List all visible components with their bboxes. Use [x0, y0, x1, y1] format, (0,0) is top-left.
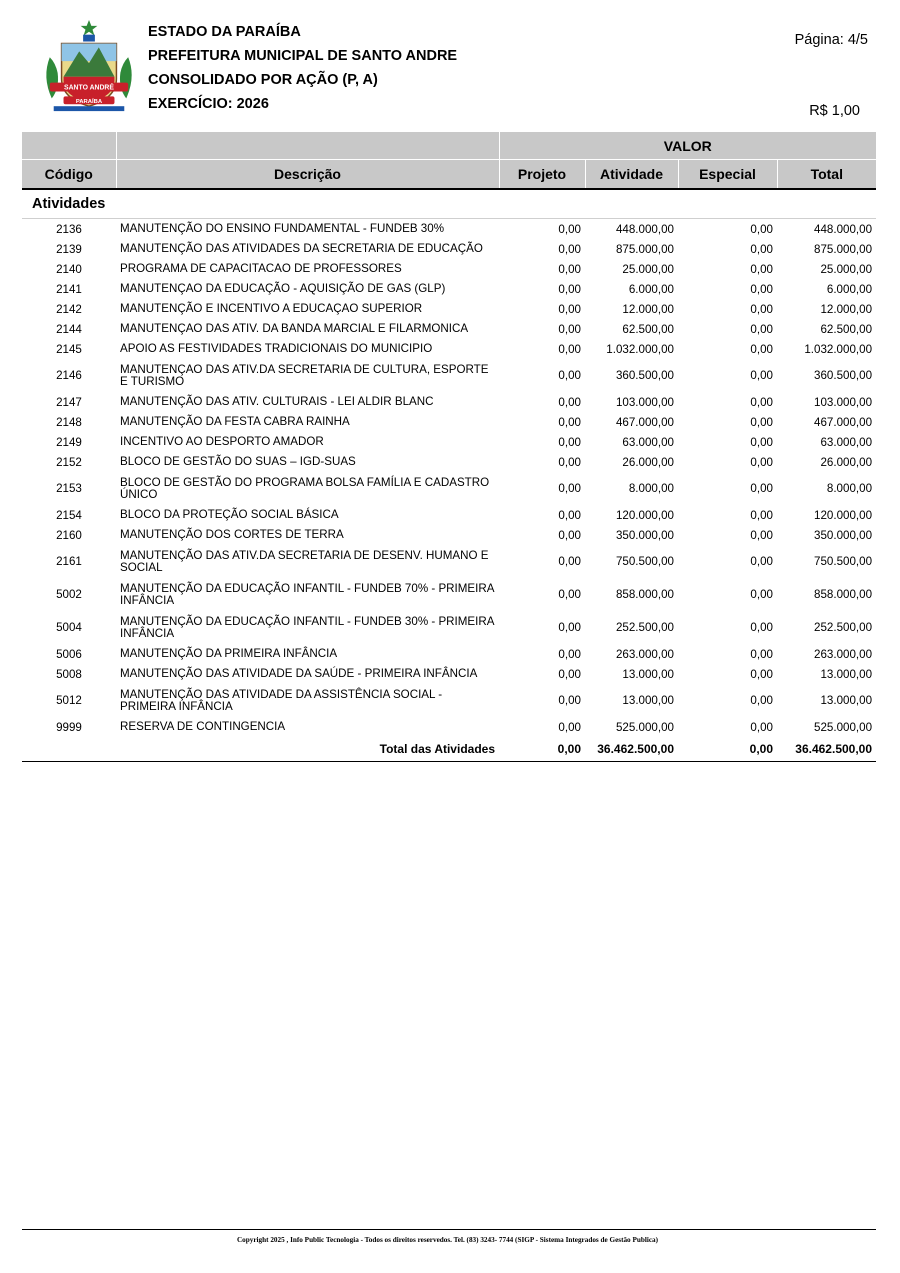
cell-description: MANUTENÇÃO DO ENSINO FUNDAMENTAL - FUNDEB 30% — [120, 222, 445, 235]
report-title: CONSOLIDADO POR AÇÃO (P, A) — [148, 72, 378, 88]
cell-activity: 6.000,00 — [628, 282, 674, 296]
cell-activity: 12.000,00 — [622, 302, 674, 316]
cell-description: MANUTENÇÃO DAS ATIV.DA SECRETARIA DE DESENV. HUMANO E SOCIAL — [120, 548, 489, 574]
cell-code: 2160 — [56, 528, 82, 542]
cell-total: 8.000,00 — [826, 482, 873, 495]
cell-total: 350.000,00 — [814, 528, 873, 542]
cell-description: BLOCO DE GESTÃO DO PROGRAMA BOLSA FAMÍLIA E CADASTRO ÚNICO — [120, 475, 490, 501]
cell-description: PROGRAMA DE CAPACITACAO DE PROFESSORES — [120, 262, 402, 275]
cell-project: 0,00 — [558, 555, 581, 568]
cell-description: MANUTENÇÃO DAS ATIVIDADE DA SAÚDE - PRIMEIRA INFÂNCIA — [120, 667, 478, 680]
cell-description: MANUTENÇÃO DAS ATIVIDADE DA ASSISTÊNCIA SOCIAL - PRIMEIRA INFÂNCIA — [120, 687, 443, 713]
cell-activity: 8.000,00 — [628, 482, 674, 495]
cell-code: 9999 — [56, 720, 82, 734]
cell-activity: 63.000,00 — [622, 435, 674, 449]
copyright-footer: Copyright 2025 , Info Public Tecnologia - Todos os direitos reservedos. Tel. (83) 3243- 7744 (SIGP - Sistema Integrados de Gestão Publica) — [236, 1236, 659, 1244]
star-icon — [81, 20, 98, 35]
cell-activity: 252.500,00 — [615, 621, 674, 634]
cell-description: MANUTENÇÃO DA PRIMEIRA INFÂNCIA — [120, 647, 338, 660]
cell-activity: 62.500,00 — [622, 322, 674, 336]
exercise-year: EXERCÍCIO: 2026 — [148, 96, 269, 112]
col-header-code: Código — [22, 160, 116, 190]
cell-project: 0,00 — [558, 395, 581, 409]
total-activity: 36.462.500,00 — [585, 737, 678, 762]
table-row — [22, 319, 876, 339]
cell-special: 0,00 — [750, 222, 773, 236]
cell-activity: 750.500,00 — [615, 555, 674, 568]
cell-total: 858.000,00 — [814, 588, 873, 601]
cell-code: 2136 — [56, 222, 82, 236]
table-row — [22, 392, 876, 412]
cell-description: MANUTENÇÃO E INCENTIVO A EDUCAÇAO SUPERIOR — [120, 302, 423, 315]
cell-special: 0,00 — [750, 482, 773, 495]
cell-total: 525.000,00 — [814, 720, 873, 734]
left-branch-icon — [46, 57, 58, 98]
currency-unit: R$ 1,00 — [809, 103, 860, 119]
table-row — [22, 611, 876, 644]
cell-code: 2153 — [56, 482, 82, 495]
logo-top-text: SANTO ANDRÉ — [64, 84, 114, 92]
cell-total: 12.000,00 — [820, 302, 873, 316]
cell-project: 0,00 — [558, 621, 581, 634]
section-row — [22, 189, 876, 219]
cell-project: 0,00 — [558, 262, 581, 276]
cell-description: MANUTENÇAO DA EDUCAÇÃO - AQUISIÇÃO DE GAS (GLP) — [120, 282, 446, 295]
cell-total: 13.000,00 — [820, 667, 873, 681]
cell-special: 0,00 — [750, 302, 773, 316]
cell-description: INCENTIVO AO DESPORTO AMADOR — [120, 435, 324, 448]
cell-special: 0,00 — [750, 455, 773, 469]
state-name: ESTADO DA PARAÍBA — [148, 24, 301, 40]
valor-group-header: VALOR — [499, 132, 876, 160]
cell-activity: 263.000,00 — [615, 647, 674, 661]
total-label: Total das Atividades — [116, 737, 499, 762]
cell-code: 5012 — [56, 694, 82, 707]
total-row — [22, 737, 876, 762]
table-row — [22, 664, 876, 684]
cell-description: APOIO AS FESTIVIDADES TRADICIONAIS DO MUNICIPIO — [120, 342, 433, 355]
table-row — [22, 525, 876, 545]
cell-special: 0,00 — [750, 435, 773, 449]
table-row — [22, 299, 876, 319]
table-row — [22, 505, 876, 525]
cell-total: 750.500,00 — [814, 555, 873, 568]
cell-description: MANUTENÇÃO DAS ATIV. CULTURAIS - LEI ALDIR BLANC — [120, 395, 434, 408]
col-header-total: Total — [777, 160, 876, 190]
cell-project: 0,00 — [558, 720, 581, 734]
cell-description: MANUTENÇAO DAS ATIV. DA BANDA MARCIAL E FILARMONICA — [120, 322, 469, 335]
cell-project: 0,00 — [558, 508, 581, 522]
cell-project: 0,00 — [558, 282, 581, 296]
cell-special: 0,00 — [750, 508, 773, 522]
group-header-row — [22, 132, 876, 160]
cell-project: 0,00 — [558, 342, 581, 356]
cell-project: 0,00 — [558, 435, 581, 449]
table-row — [22, 644, 876, 664]
cell-description: MANUTENÇÃO DA FESTA CABRA RAINHA — [120, 415, 350, 428]
cell-total: 360.500,00 — [814, 369, 873, 382]
page-number: Página: 4/5 — [794, 32, 868, 48]
cell-special: 0,00 — [750, 395, 773, 409]
cell-special: 0,00 — [750, 415, 773, 429]
cell-code: 5004 — [56, 621, 82, 634]
cell-code: 2141 — [56, 282, 82, 296]
cell-description: MANUTENÇÃO DA EDUCAÇÃO INFANTIL - FUNDEB 30% - PRIMEIRA INFÂNCIA — [120, 614, 494, 640]
cell-project: 0,00 — [558, 455, 581, 469]
cell-project: 0,00 — [558, 222, 581, 236]
footer-divider — [22, 1229, 876, 1230]
table-row — [22, 239, 876, 259]
logo-bottom-text: PARAÍBA — [75, 98, 103, 105]
col-header-activity: Atividade — [585, 160, 678, 190]
cell-project: 0,00 — [558, 588, 581, 601]
report-header — [148, 20, 457, 116]
cell-activity: 26.000,00 — [622, 455, 674, 469]
cell-total: 63.000,00 — [820, 435, 873, 449]
cell-special: 0,00 — [750, 262, 773, 276]
cell-total: 62.500,00 — [820, 322, 873, 336]
cell-special: 0,00 — [750, 322, 773, 336]
cell-activity: 103.000,00 — [615, 395, 674, 409]
cell-project: 0,00 — [558, 369, 581, 382]
cell-total: 6.000,00 — [826, 282, 873, 296]
table-row — [22, 432, 876, 452]
cell-project: 0,00 — [558, 667, 581, 681]
cell-total: 252.500,00 — [814, 621, 873, 634]
cell-total: 1.032.000,00 — [804, 342, 873, 356]
cell-activity: 350.000,00 — [615, 528, 674, 542]
col-header-project: Projeto — [499, 160, 585, 190]
cell-activity: 525.000,00 — [615, 720, 674, 734]
cell-special: 0,00 — [750, 647, 773, 661]
cell-activity: 13.000,00 — [622, 694, 674, 707]
cell-special: 0,00 — [750, 528, 773, 542]
cell-total: 467.000,00 — [814, 415, 873, 429]
col-header-special: Especial — [678, 160, 777, 190]
column-header-row — [22, 160, 876, 190]
section-label: Atividades — [22, 189, 876, 219]
cell-project: 0,00 — [558, 482, 581, 495]
cell-total: 103.000,00 — [814, 395, 873, 409]
cell-code: 5008 — [56, 667, 82, 681]
total-project: 0,00 — [499, 737, 585, 762]
table-row — [22, 339, 876, 359]
cell-code: 2144 — [56, 322, 82, 336]
cell-code: 2148 — [56, 415, 82, 429]
cell-total: 120.000,00 — [814, 508, 873, 522]
table-row — [22, 259, 876, 279]
cell-code: 2152 — [56, 455, 82, 469]
cell-special: 0,00 — [750, 555, 773, 568]
cell-code: 2149 — [56, 435, 82, 449]
cell-activity: 13.000,00 — [622, 667, 674, 681]
cell-activity: 1.032.000,00 — [606, 342, 674, 356]
total-special: 0,00 — [678, 737, 777, 762]
flag-icon — [83, 35, 95, 42]
cell-project: 0,00 — [558, 322, 581, 336]
cell-special: 0,00 — [750, 369, 773, 382]
cell-special: 0,00 — [750, 588, 773, 601]
cell-code: 2154 — [56, 508, 82, 522]
table-row — [22, 219, 876, 240]
cell-special: 0,00 — [750, 242, 773, 256]
table-row — [22, 717, 876, 737]
cell-activity: 360.500,00 — [615, 369, 674, 382]
cell-code: 2161 — [56, 555, 82, 568]
cell-special: 0,00 — [750, 667, 773, 681]
cell-activity: 120.000,00 — [615, 508, 674, 522]
cell-project: 0,00 — [558, 694, 581, 707]
cell-code: 5002 — [56, 588, 82, 601]
cell-project: 0,00 — [558, 242, 581, 256]
cell-total: 13.000,00 — [820, 694, 873, 707]
cell-project: 0,00 — [558, 415, 581, 429]
cell-code: 2140 — [56, 262, 82, 276]
cell-activity: 25.000,00 — [622, 262, 674, 276]
total-total: 36.462.500,00 — [777, 737, 876, 762]
right-branch-icon — [120, 57, 132, 98]
cell-total: 26.000,00 — [820, 455, 873, 469]
cell-activity: 858.000,00 — [615, 588, 674, 601]
cell-special: 0,00 — [750, 282, 773, 296]
cell-activity: 467.000,00 — [615, 415, 674, 429]
table-row — [22, 452, 876, 472]
cell-total: 25.000,00 — [820, 262, 873, 276]
table-row — [22, 578, 876, 611]
cell-description: MANUTENÇÃO DAS ATIVIDADES DA SECRETARIA DE EDUCAÇÃO — [120, 242, 483, 255]
cell-description: MANUTENÇAO DAS ATIV.DA SECRETARIA DE CULTURA, ESPORTE E TURISMO — [120, 362, 489, 388]
cell-project: 0,00 — [558, 647, 581, 661]
cell-description: BLOCO DA PROTEÇÃO SOCIAL BÁSICA — [120, 508, 339, 521]
cell-project: 0,00 — [558, 528, 581, 542]
table-row — [22, 412, 876, 432]
table-row — [22, 472, 876, 505]
logo-base-band — [54, 106, 125, 111]
cell-activity: 875.000,00 — [615, 242, 674, 256]
cell-special: 0,00 — [750, 342, 773, 356]
table-row — [22, 545, 876, 578]
table-row — [22, 279, 876, 299]
cell-description: MANUTENÇÃO DOS CORTES DE TERRA — [120, 528, 344, 541]
table-row — [22, 684, 876, 717]
table-row — [22, 359, 876, 392]
cell-project: 0,00 — [558, 302, 581, 316]
municipality-name: PREFEITURA MUNICIPAL DE SANTO ANDRE — [148, 48, 458, 64]
cell-code: 2146 — [56, 369, 82, 382]
cell-code: 2145 — [56, 342, 82, 356]
shield-sky — [62, 43, 117, 61]
budget-table — [22, 132, 876, 762]
cell-description: BLOCO DE GESTÃO DO SUAS – IGD-SUAS — [120, 455, 356, 468]
cell-total: 448.000,00 — [814, 222, 873, 236]
col-header-description: Descrição — [116, 160, 499, 190]
cell-total: 875.000,00 — [814, 242, 873, 256]
cell-description: MANUTENÇÃO DA EDUCAÇÃO INFANTIL - FUNDEB 70% - PRIMEIRA INFÂNCIA — [120, 581, 494, 607]
cell-special: 0,00 — [750, 621, 773, 634]
cell-code: 2142 — [56, 302, 82, 316]
cell-total: 263.000,00 — [814, 647, 873, 661]
cell-description: RESERVA DE CONTINGENCIA — [120, 720, 286, 733]
cell-code: 2147 — [56, 395, 82, 409]
cell-code: 2139 — [56, 242, 82, 256]
cell-special: 0,00 — [750, 694, 773, 707]
cell-code: 5006 — [56, 647, 82, 661]
cell-activity: 448.000,00 — [615, 222, 674, 236]
municipal-coat-of-arms — [40, 18, 138, 116]
cell-special: 0,00 — [750, 720, 773, 734]
